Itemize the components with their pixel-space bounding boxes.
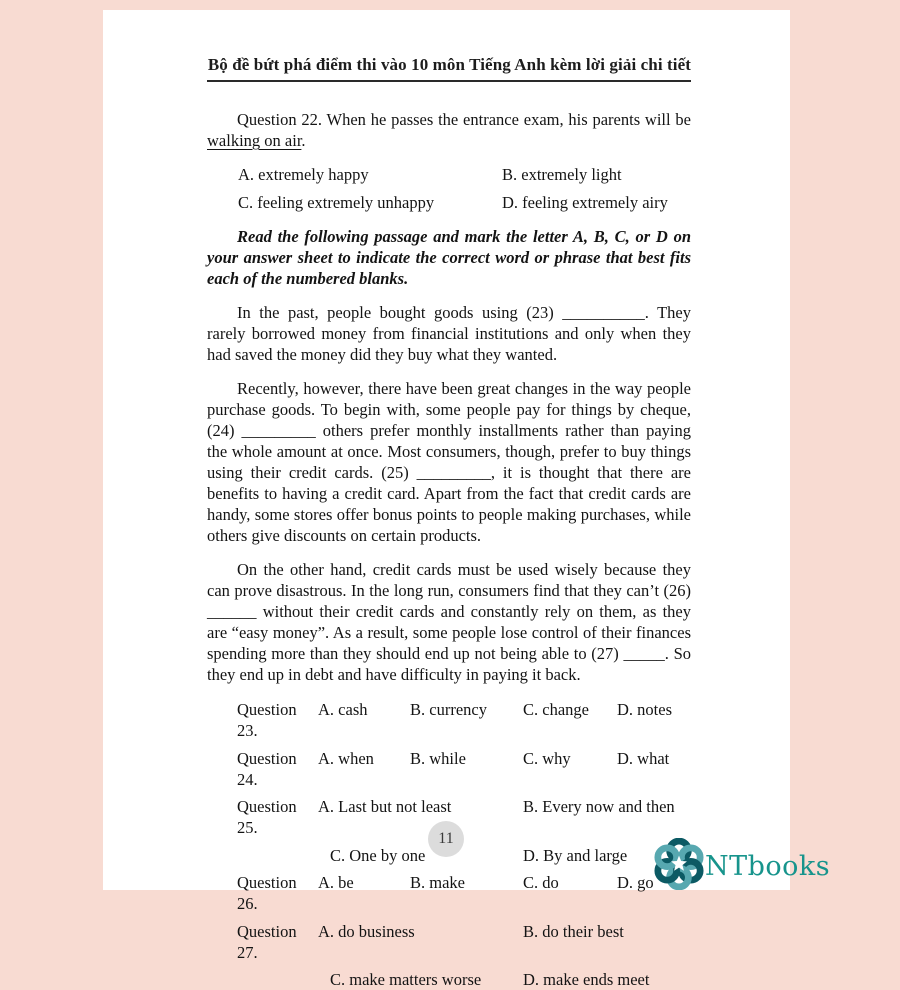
header-title: Bộ đề bứt phá điểm thi vào 10 môn Tiếng Anh kèm lời giải chi tiết bbox=[207, 55, 691, 74]
indent-spacer bbox=[237, 845, 330, 866]
question-25-label: Question 25. bbox=[237, 797, 297, 837]
question-24-option-b: B. while bbox=[410, 748, 466, 768]
question-27-option-a: A. do business bbox=[318, 921, 415, 941]
question-22-underlined-phrase: walking on air bbox=[207, 131, 302, 150]
question-26-row bbox=[207, 872, 691, 914]
question-27-row-1 bbox=[207, 921, 691, 963]
ntbooks-wordmark: NTbooks bbox=[705, 851, 831, 882]
question-22-option-a: A. extremely happy bbox=[238, 165, 369, 184]
question-24-option-d: D. what bbox=[617, 748, 670, 768]
question-27-option-c: C. make matters worse bbox=[330, 970, 482, 989]
indent-spacer bbox=[237, 969, 330, 990]
book-page bbox=[103, 10, 790, 989]
passage-paragraph-2: Recently, however, there have been great changes in the way people purchase goods. To begin with, some people pay for things by cheque, (24) _________ others prefer monthly installments rather than paying the whole amount at once. Most consumers, though, prefer to buy things using their credit cards. (25) _________, it is thought that there are benefits to having a credit card. Apart from the fact that credit cards are handy, some stores offer bonus points to people making purchases, while others give discounts on certain products. bbox=[207, 379, 691, 545]
ntbooks-flower-icon bbox=[654, 838, 704, 895]
page-number-badge bbox=[428, 821, 464, 857]
page-number: 11 bbox=[438, 830, 454, 847]
page-header bbox=[207, 55, 691, 82]
question-23-row bbox=[207, 699, 691, 741]
question-26-label: Question 26. bbox=[237, 873, 297, 913]
question-25-option-a: A. Last but not least bbox=[318, 797, 452, 816]
question-27-option-d: D. make ends meet bbox=[523, 970, 650, 989]
question-22-option-d: D. feeling extremely airy bbox=[502, 193, 668, 212]
question-23-label: Question 23. bbox=[237, 700, 297, 740]
question-26-option-c: C. do bbox=[523, 873, 559, 892]
question-22-period: . bbox=[301, 131, 306, 150]
page-body bbox=[207, 109, 691, 990]
question-22-option-b: B. extremely light bbox=[502, 165, 622, 184]
question-23-option-b: B. currency bbox=[410, 700, 487, 719]
question-24-option-a: A. when bbox=[318, 748, 374, 768]
question-22-options-row-1 bbox=[207, 164, 691, 185]
question-27-label: Question 27. bbox=[237, 921, 297, 962]
passage-paragraph-3: On the other hand, credit cards must be used wisely because they can prove disastrous. In the long run, consumers find that they can’t (26) ______ without their credit cards and constantly rely on them, as they are “easy money”. As a result, some people lose control of their finances spending more than they should end up not being able to (27) _____. So they end up in debt and have difficulty in paying it back. bbox=[207, 560, 691, 684]
question-22-stem bbox=[207, 109, 691, 151]
question-25-option-d: D. By and large bbox=[523, 845, 628, 865]
question-24-option-c: C. why bbox=[523, 748, 571, 768]
question-27-option-b: B. do their best bbox=[523, 921, 624, 941]
passage-paragraph-1: In the past, people bought goods using (23) __________. They rarely borrowed money from financial institutions and only when they had saved the money did they buy what they wanted. bbox=[207, 303, 691, 364]
question-23-option-a: A. cash bbox=[318, 700, 368, 719]
question-26-option-d: D. go bbox=[617, 873, 654, 892]
question-23-option-d: D. notes bbox=[617, 700, 672, 719]
question-23-option-c: C. change bbox=[523, 700, 589, 719]
question-26-option-b: B. make bbox=[410, 873, 465, 892]
question-26-option-a: A. be bbox=[318, 873, 354, 892]
question-24-row bbox=[207, 748, 691, 790]
question-25-option-c: C. One by one bbox=[330, 845, 426, 865]
question-22-options-row-2 bbox=[207, 192, 691, 213]
question-22-text: Question 22. When he passes the entrance exam, his parents will be bbox=[237, 110, 691, 129]
question-24-label: Question 24. bbox=[237, 748, 297, 789]
header-rule bbox=[207, 80, 691, 82]
question-27-row-2 bbox=[207, 969, 691, 990]
ntbooks-logo bbox=[654, 838, 830, 895]
question-22-option-c: C. feeling extremely unhappy bbox=[238, 193, 435, 212]
section-instruction: Read the following passage and mark the letter A, B, C, or D on your answer sheet to indicate the correct word or phrase that best fits each of the numbered blanks. bbox=[207, 227, 691, 288]
question-25-option-b: B. Every now and then bbox=[523, 797, 675, 816]
